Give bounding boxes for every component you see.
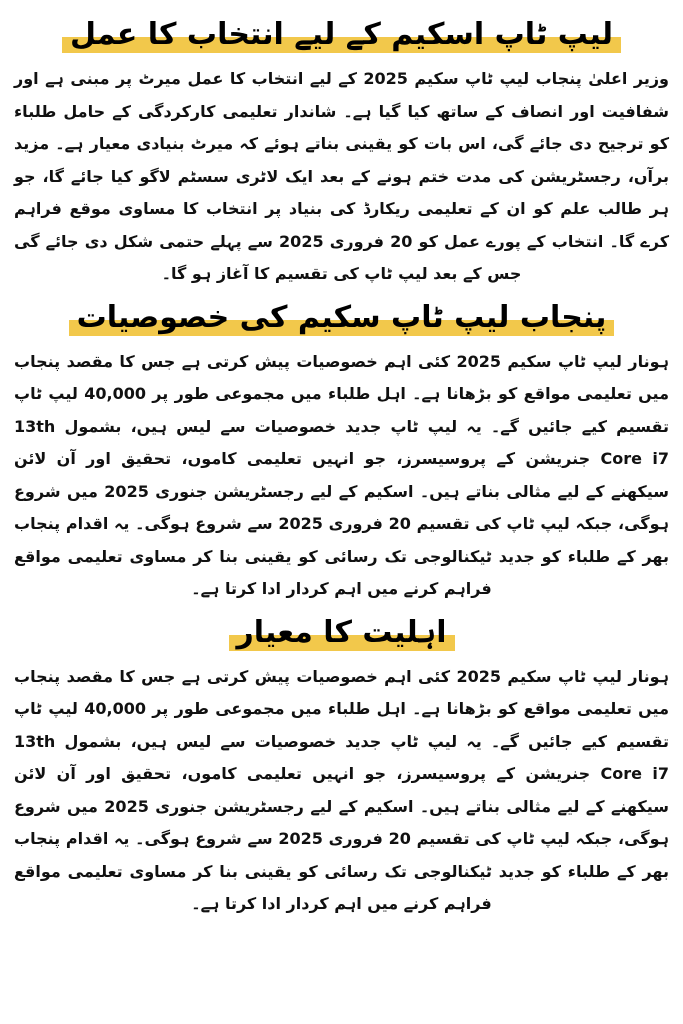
eligibility-criteria-heading: اہلیت کا معیار [229,616,455,651]
scheme-features-heading: پنجاب لیپ ٹاپ سکیم کی خصوصیات [69,301,615,336]
selection-process-heading: لیپ ٹاپ اسکیم کے لیے انتخاب کا عمل [62,18,621,53]
eligibility-criteria-paragraph: ہونار لیپ ٹاپ سکیم 2025 کئی اہم خصوصیات پیش کرتی ہے جس کا مقصد پنجاب میں تعلیمی مواقع کو بڑھانا ہے۔ اہل طلباء میں مجموعی طور پر 40,000 لیپ ٹاپ تقسیم کیے جائیں گے۔ یہ لیپ ٹاپ جدید خصوصیات سے لیس ہیں، بشمول 13th Core i7 جنریشن کے پروسیسرز، جو انہیں تعلیمی کاموں، تحقیق اور آن لائن سیکھنے کے لیے مثالی بناتے ہیں۔ اسکیم کے لیے رجسٹریشن جنوری 2025 میں شروع ہوگی، جبکہ لیپ ٹاپ کی تقسیم 20 فروری 2025 سے شروع ہوگی۔ یہ اقدام پنجاب بھر کے طلباء کو جدید ٹیکنالوجی تک رسائی کو یقینی بنا کر مساوی تعلیمی مواقع فراہم کرنے میں اہم کردار ادا کرتا ہے۔ [14,666,670,913]
selection-process-paragraph: وزیر اعلیٰ پنجاب لیپ ٹاپ سکیم 2025 کے لیے انتخاب کا عمل میرٹ پر مبنی ہے اور شفافیت اور انصاف کے ساتھ کیا گیا ہے۔ شاندار تعلیمی کارکردگی کے حامل طلباء کو ترجیح دی جائے گی، اس بات کو یقینی بناتے ہوئے کہ میرٹ بنیادی معیار ہے۔ مزید برآں، رجسٹریشن کی مدت ختم ہونے کے بعد ایک لاٹری سسٹم لاگو کیا جائے گا، جو ہر طالب علم کو ان کے تعلیمی ریکارڈ کی بنیاد پر انتخاب کا مساوی موقع فراہم کرے گا۔ انتخاب کے پورے عمل کو 20 فروری 2025 سے پہلے حتمی شکل دی جائے گی جس کے بعد لیپ ٹاپ کی تقسیم کا آغاز ہو گا۔ [14,69,670,283]
scheme-features-paragraph: ہونار لیپ ٹاپ سکیم 2025 کئی اہم خصوصیات پیش کرتی ہے جس کا مقصد پنجاب میں تعلیمی مواقع کو بڑھانا ہے۔ اہل طلباء میں مجموعی طور پر 40,000 لیپ ٹاپ تقسیم کیے جائیں گے۔ یہ لیپ ٹاپ جدید خصوصیات سے لیس ہیں، بشمول 13th Core i7 جنریشن کے پروسیسرز، جو انہیں تعلیمی کاموں، تحقیق اور آن لائن سیکھنے کے لیے مثالی بناتے ہیں۔ اسکیم کے لیے رجسٹریشن جنوری 2025 میں شروع ہوگی، جبکہ لیپ ٹاپ کی تقسیم 20 فروری 2025 سے شروع ہوگی۔ یہ اقدام پنجاب بھر کے طلباء کو جدید ٹیکنالوجی تک رسائی کو یقینی بنا کر مساوی تعلیمی مواقع فراہم کرنے میں اہم کردار ادا کرتا ہے۔ [14,351,670,598]
